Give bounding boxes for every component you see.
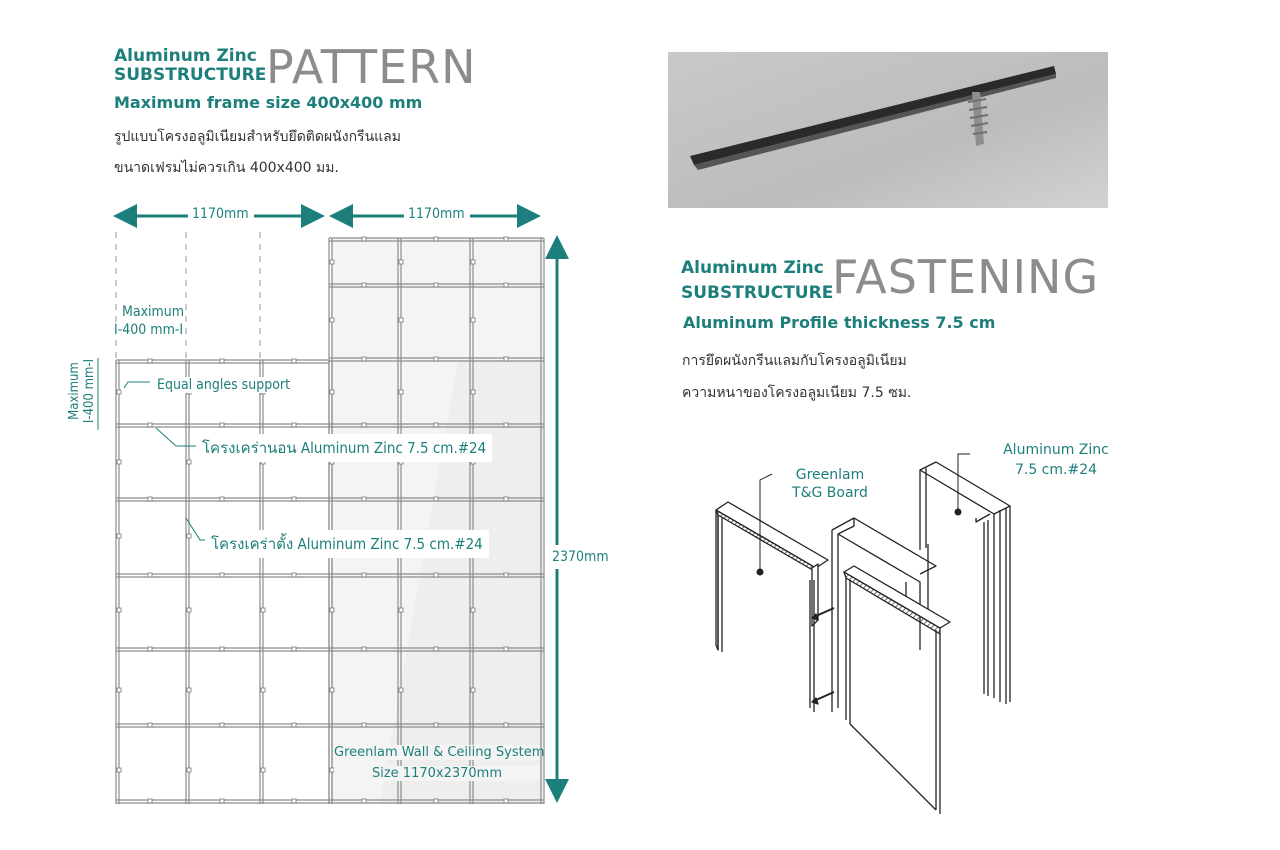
angle-clip — [220, 647, 224, 651]
width-label-left: 1170mm — [192, 206, 249, 222]
angle-clip — [399, 260, 403, 264]
angle-clip — [220, 723, 224, 727]
pattern-brand-line2: SUBSTRUCTURE — [114, 65, 267, 85]
angle-clip — [362, 723, 366, 727]
angle-clip — [504, 423, 508, 427]
angle-clip — [362, 799, 366, 803]
angle-clip — [399, 318, 403, 322]
angle-clip — [292, 799, 296, 803]
angle-clip — [292, 359, 296, 363]
angle-clip — [117, 608, 121, 612]
angle-clip — [148, 359, 152, 363]
angle-clip — [362, 497, 366, 501]
angle-clip — [117, 688, 121, 692]
fastening-thai-line1: การยึดผนังกรีนแลมกับโครงอลูมิเนียม — [682, 353, 907, 369]
angle-clip — [292, 497, 296, 501]
pattern-thai-line2: ขนาดเฟรมไม่ควรเกิน 400x400 มม. — [114, 160, 339, 176]
angle-clip — [220, 497, 224, 501]
greenlam-label-line1: Greenlam — [795, 467, 865, 483]
equal-angles-label: Equal angles support — [157, 377, 291, 393]
fastening-brand-line1: Aluminum Zinc — [681, 258, 824, 278]
angle-clip — [292, 573, 296, 577]
angle-clip — [362, 647, 366, 651]
dashed-guides — [116, 232, 260, 360]
angle-clip — [292, 723, 296, 727]
vertical-frame-label: โครงเคร่าตั้ง Aluminum Zinc 7.5 cm.#24 — [205, 530, 489, 558]
alu-label-line1: Aluminum Zinc — [1003, 442, 1109, 458]
angle-clip — [148, 647, 152, 651]
greenlam-board-right — [844, 566, 950, 814]
fastening-brand-line2: SUBSTRUCTURE — [681, 283, 834, 303]
angle-clip — [434, 423, 438, 427]
angle-clip — [434, 357, 438, 361]
system-line1: Greenlam Wall & Ceiling System — [334, 745, 545, 760]
angle-clip — [261, 608, 265, 612]
angle-clip — [330, 390, 334, 394]
angle-clip — [220, 573, 224, 577]
angle-clip — [362, 357, 366, 361]
angle-clip — [330, 318, 334, 322]
angle-clip — [148, 497, 152, 501]
angle-clip — [148, 573, 152, 577]
angle-clip — [187, 460, 191, 464]
angle-clip — [362, 573, 366, 577]
angle-clip — [148, 799, 152, 803]
angle-clip — [117, 390, 121, 394]
screw-panel-photo — [668, 52, 1108, 208]
fastening-exploded-drawing — [700, 440, 1120, 820]
angle-clip — [471, 318, 475, 322]
fastening-thai-line2: ความหนาของโครงอลูมเนียม 7.5 ซม. — [682, 385, 912, 401]
greenlam-leader-dot — [757, 569, 763, 575]
angle-clip — [471, 390, 475, 394]
angle-clip — [471, 608, 475, 612]
angle-clip — [117, 460, 121, 464]
fastening-photo — [668, 52, 1108, 208]
angle-clip — [220, 799, 224, 803]
greenlam-label-line2: T&G Board — [792, 485, 868, 501]
angle-clip — [148, 723, 152, 727]
angle-clip — [434, 799, 438, 803]
angle-clip — [261, 688, 265, 692]
angle-clip — [504, 283, 508, 287]
alu-label-line2: 7.5 cm.#24 — [1014, 462, 1098, 478]
max-vertical-line1: Maximum — [66, 362, 82, 420]
angle-clip — [399, 390, 403, 394]
angle-clip — [330, 688, 334, 692]
angle-clip — [504, 647, 508, 651]
angle-clip — [504, 799, 508, 803]
angle-clip — [187, 688, 191, 692]
max-horizontal-line1: Maximum — [122, 304, 185, 320]
width-label-right: 1170mm — [408, 206, 465, 222]
greenlam-board-left — [716, 502, 828, 712]
angle-clip — [434, 723, 438, 727]
aluminum-zinc-channel — [920, 462, 1010, 704]
angle-clip — [504, 573, 508, 577]
angle-clip — [187, 608, 191, 612]
angle-clip — [220, 359, 224, 363]
angle-clip — [330, 260, 334, 264]
horizontal-frame-leader — [156, 428, 196, 446]
pattern-brand-line1: Aluminum Zinc — [114, 46, 257, 66]
angle-clip — [187, 534, 191, 538]
equal-angles-leader — [124, 382, 150, 388]
max-horizontal-line2: I-400 mm-I — [114, 322, 184, 338]
angle-clip — [261, 768, 265, 772]
horizontal-frame-label: โครงเคร่านอน Aluminum Zinc 7.5 cm.#24 — [196, 434, 492, 462]
angle-clip — [434, 497, 438, 501]
angle-clip — [504, 357, 508, 361]
pattern-title: PATTERN — [266, 40, 477, 94]
angle-clip — [362, 237, 366, 241]
fastening-subtitle: Aluminum Profile thickness 7.5 cm — [683, 313, 996, 332]
angle-clip — [504, 237, 508, 241]
fastening-title: FASTENING — [832, 250, 1100, 304]
angle-clip — [117, 534, 121, 538]
angle-clip — [292, 423, 296, 427]
angle-clip — [330, 608, 334, 612]
angle-clip — [399, 608, 403, 612]
max-vertical-label — [54, 358, 114, 432]
angle-clip — [504, 723, 508, 727]
angle-clip — [220, 423, 224, 427]
height-label: 2370mm — [552, 549, 609, 565]
angle-clip — [362, 283, 366, 287]
angle-clip — [187, 768, 191, 772]
max-vertical-line2: I-400 mm-I — [82, 358, 98, 424]
angle-clip — [504, 497, 508, 501]
system-line2: Size 1170x2370mm — [334, 766, 540, 781]
angle-clip — [117, 768, 121, 772]
angle-clip — [148, 423, 152, 427]
angle-clip — [434, 573, 438, 577]
angle-clip — [362, 423, 366, 427]
angle-clip — [471, 688, 475, 692]
angle-clip — [434, 237, 438, 241]
pattern-subtitle: Maximum frame size 400x400 mm — [114, 93, 423, 112]
angle-clip — [292, 647, 296, 651]
angle-clip — [471, 260, 475, 264]
pattern-thai-line1: รูปแบบโครงอลูมิเนียมสำหรับยึดติดผนังกรีนแลม — [114, 129, 401, 145]
angle-clip — [434, 283, 438, 287]
alu-leader-dot — [955, 509, 961, 515]
angle-clip — [399, 688, 403, 692]
angle-clip — [434, 647, 438, 651]
